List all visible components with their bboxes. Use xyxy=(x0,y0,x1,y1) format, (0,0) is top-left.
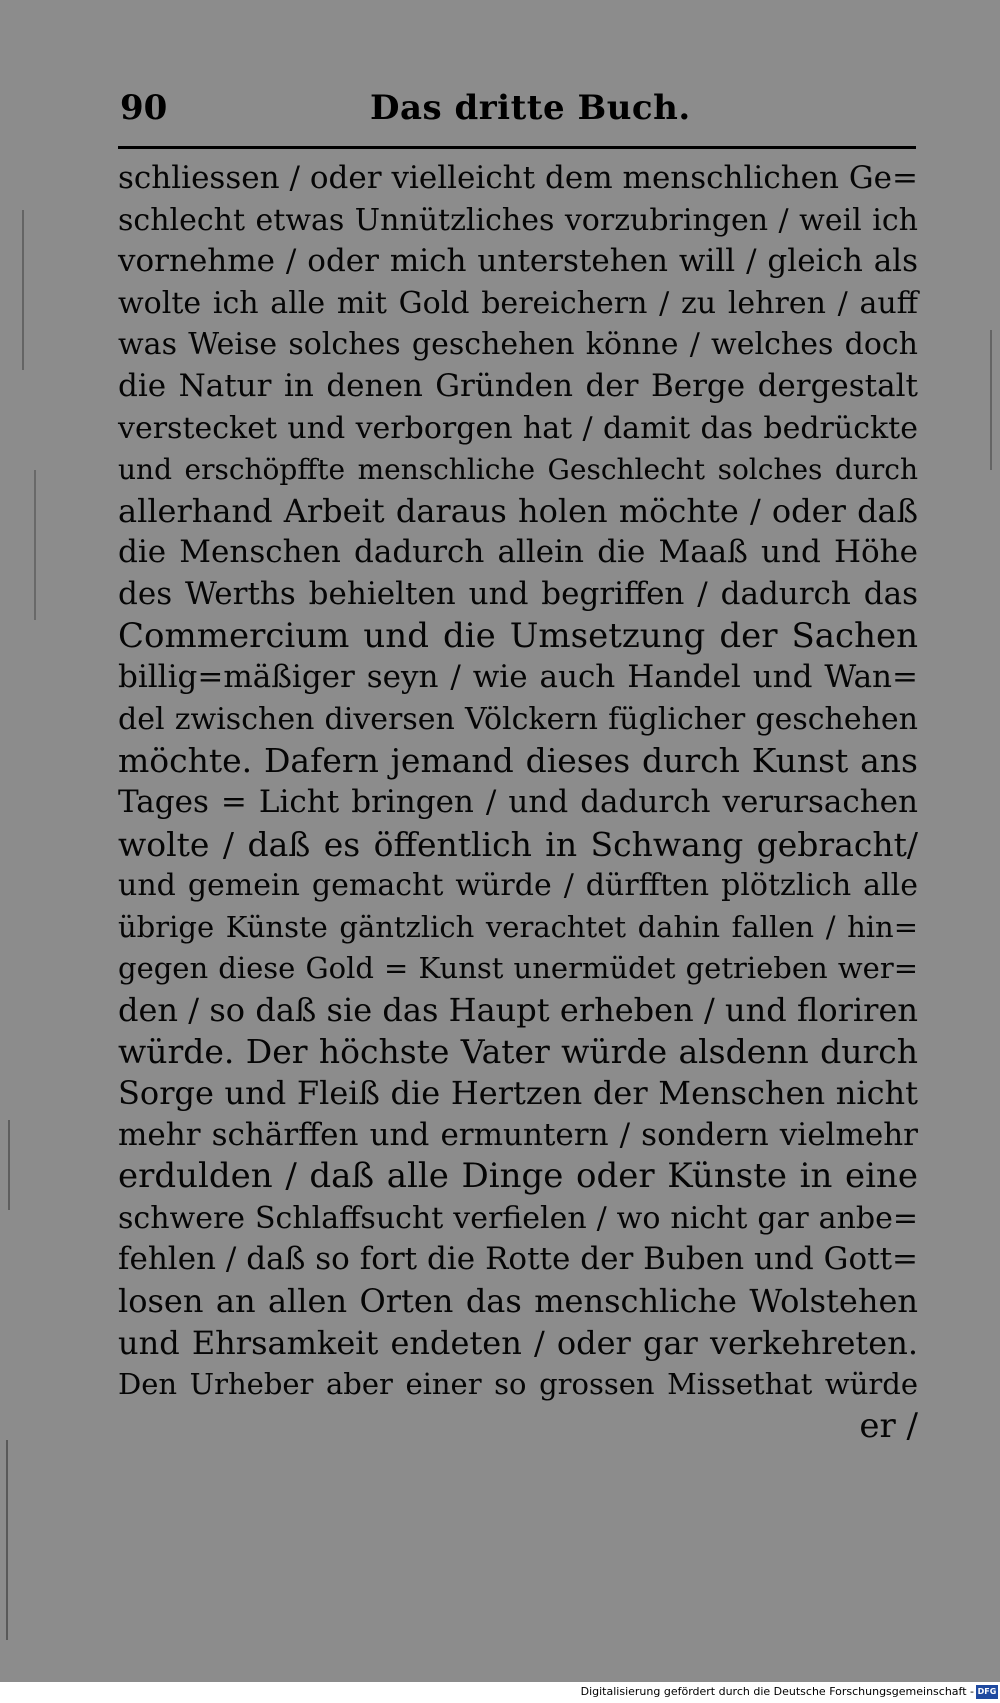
scan-artifact-mark xyxy=(34,470,36,620)
text-line: verstecket und verborgen hat / damit das bedrückte xyxy=(118,410,918,446)
text-line: übrige Künste gäntzlich verachtet dahin fallen / hin= xyxy=(118,909,918,944)
dfg-logo: DFG xyxy=(976,1685,998,1699)
text-line: und Ehrsamkeit endeten / oder gar verkehreten. xyxy=(118,1323,918,1362)
text-line: vornehme / oder mich unterstehen will / gleich als xyxy=(118,243,918,280)
page-number: 90 xyxy=(120,88,168,128)
text-line: die Menschen dadurch allein die Maaß und Höhe xyxy=(118,534,918,571)
text-line: würde. Der höchste Vater würde alsdenn durch xyxy=(118,1032,918,1072)
text-line: des Werths behielten und begriffen / dadurch das xyxy=(118,575,918,612)
scan-artifact-mark xyxy=(6,1440,8,1640)
header-rule xyxy=(118,146,916,149)
text-line: wolte / daß es öffentlich in Schwang gebracht/ xyxy=(118,824,918,864)
text-line: schliessen / oder vielleicht dem menschlichen Ge= xyxy=(118,160,918,196)
text-line: Sorge und Fleiß die Hertzen der Menschen nicht xyxy=(118,1074,918,1113)
text-line: die Natur in denen Gründen der Berge dergestalt xyxy=(118,367,918,404)
scan-artifact-mark xyxy=(8,1120,10,1210)
text-line: den / so daß sie das Haupt erheben / und floriren xyxy=(118,990,918,1029)
text-line: schwere Schlaffsucht verfielen / wo nicht gar anbe= xyxy=(118,1200,918,1236)
scan-artifact-mark xyxy=(990,330,992,470)
funding-credit: Digitalisierung gefördert durch die Deutsche Forschungsgemeinschaft - xyxy=(580,1685,974,1698)
text-line: wolte ich alle mit Gold bereichern / zu lehren / auff xyxy=(118,285,918,321)
scan-artifact-mark xyxy=(22,210,24,370)
body-text xyxy=(118,158,918,1447)
running-head xyxy=(120,88,920,136)
text-line: und erschöpffte menschliche Geschlecht solches durch xyxy=(118,453,918,487)
text-line: allerhand Arbeit daraus holen möchte / oder daß xyxy=(118,491,918,530)
text-line: erdulden / daß alle Dinge oder Künste in eine xyxy=(118,1156,918,1197)
footer-strip xyxy=(0,1682,1000,1703)
text-line: losen an allen Orten das menschliche Wolstehen xyxy=(118,1282,918,1321)
text-line: Commercium und die Umsetzung der Sachen xyxy=(118,615,918,656)
running-title: Das dritte Buch. xyxy=(370,88,691,128)
text-line: und gemein gemacht würde / dürfften plötzlich alle xyxy=(118,868,918,904)
text-line: schlecht etwas Unnützliches vorzubringen / weil ich xyxy=(118,202,918,238)
text-line: gegen diese Gold = Kunst unermüdet getrieben wer= xyxy=(118,951,918,986)
text-line: Tages = Licht bringen / und dadurch verursachen xyxy=(118,783,918,820)
text-line: mehr schärffen und ermuntern / sondern vielmehr xyxy=(118,1116,918,1153)
text-line: fehlen / daß so fort die Rotte der Buben und Gott= xyxy=(118,1241,918,1278)
text-line: del zwischen diversen Völckern füglicher geschehen xyxy=(118,701,918,737)
text-line: was Weise solches geschehen könne / welches doch xyxy=(118,327,918,363)
catchword: er / xyxy=(859,1405,918,1446)
text-line: Den Urheber aber einer so grossen Missethat würde xyxy=(118,1367,918,1402)
text-line: möchte. Dafern jemand dieses durch Kunst ans xyxy=(118,741,918,781)
text-line: billig=mäßiger seyn / wie auch Handel und Wan= xyxy=(118,659,918,696)
